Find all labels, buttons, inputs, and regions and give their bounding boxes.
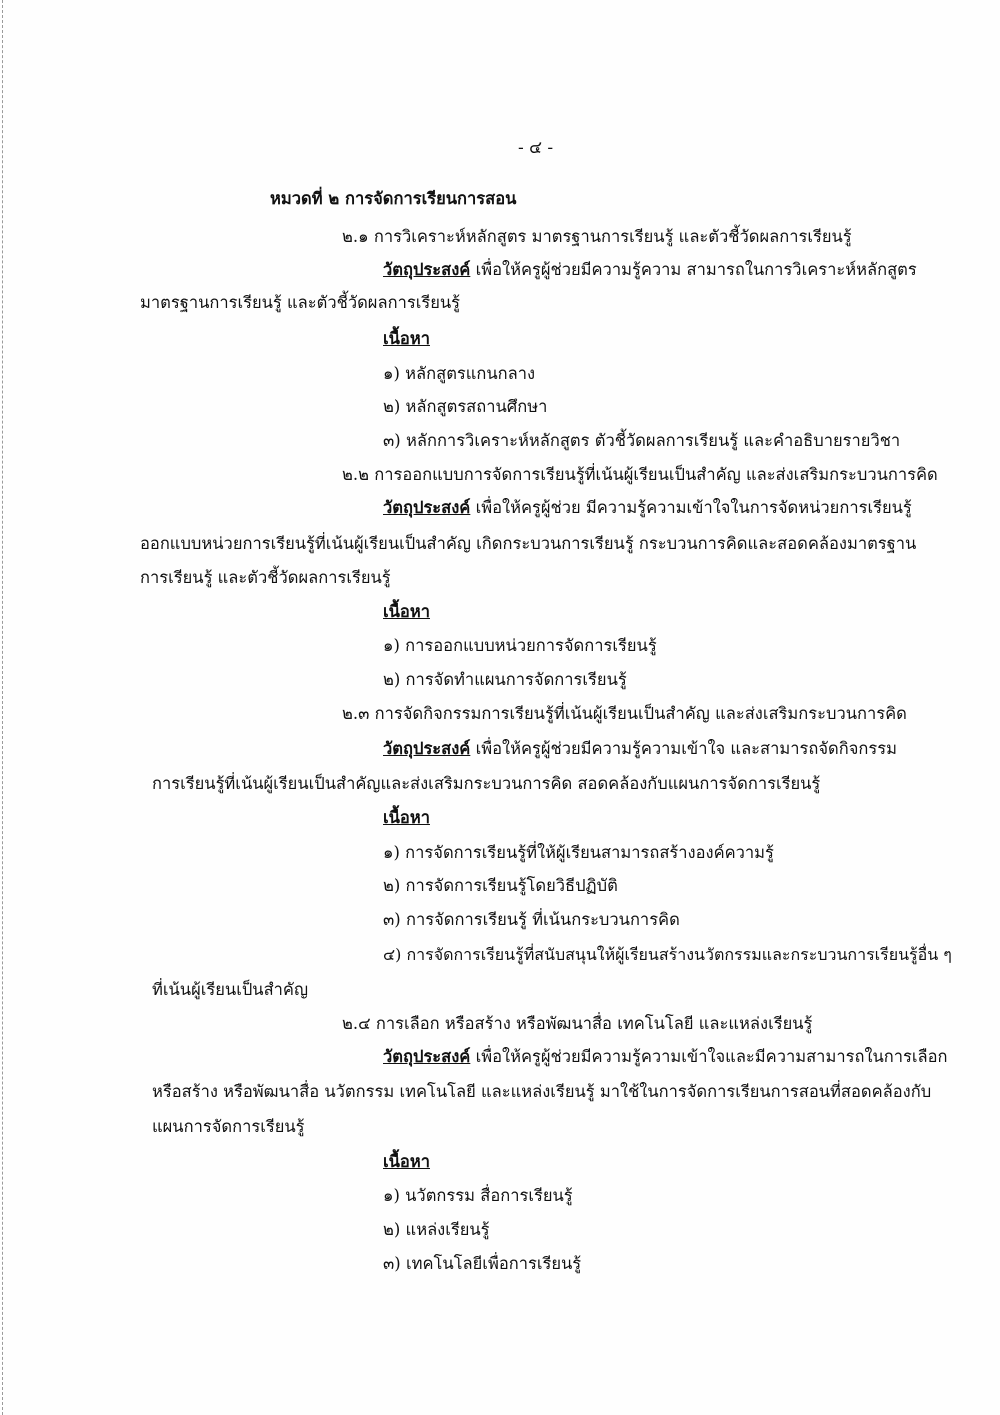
section-2-3-item-4-cont: ที่เน้นผู้เรียนเป็นสำคัญ [152,980,309,999]
section-2-2-objective [383,496,912,520]
section-2-4-item-1: ๑) นวัตกรรม สื่อการเรียนรู้ [383,1186,573,1205]
section-2-3-item-1: ๑) การจัดการเรียนรู้ที่ให้ผู้เรียนสามารถสร้างองค์ความรู้ [383,843,774,862]
section-2-4-heading: ๒.๔ การเลือก หรือสร้าง หรือพัฒนาสื่อ เทคโนโลยี และแหล่งเรียนรู้ [342,1014,813,1033]
scan-edge-line [2,0,4,1415]
section-2-1-objective [383,258,917,282]
section-2-1-content-label: เนื้อหา [383,329,430,348]
section-2-4-objective [383,1045,948,1069]
section-2-1-item-1: ๑) หลักสูตรแกนกลาง [383,364,536,383]
objective-label: วัตถุประสงค์ [383,1047,471,1066]
objective-label: วัตถุประสงค์ [383,739,471,758]
section-2-3-content-label: เนื้อหา [383,808,430,827]
objective-label: วัตถุประสงค์ [383,498,471,517]
section-2-2-objective-cont-2: การเรียนรู้ และตัวชี้วัดผลการเรียนรู้ [140,568,391,587]
objective-text: เพื่อให้ครูผู้ช่วย มีความรู้ความเข้าใจในการจัดหน่วยการเรียนรู้ [470,498,912,517]
section-2-2-item-2: ๒) การจัดทำแผนการจัดการเรียนรู้ [383,670,627,689]
section-2-4-objective-cont: หรือสร้าง หรือพัฒนาสื่อ นวัตกรรม เทคโนโลยี และแหล่งเรียนรู้ มาใช้ในการจัดการเรียนการสอนที่สอดคล้องกับ [152,1082,932,1101]
objective-text: เพื่อให้ครูผู้ช่วยมีความรู้ความเข้าใจและมีความสามารถในการเลือก [470,1047,948,1066]
section-2-4-item-3: ๓) เทคโนโลยีเพื่อการเรียนรู้ [383,1254,582,1273]
objective-text: เพื่อให้ครูผู้ช่วยมีความรู้ความ สามารถในการวิเคราะห์หลักสูตร [470,260,917,279]
objective-label: วัตถุประสงค์ [383,260,471,279]
section-2-2-item-1: ๑) การออกแบบหน่วยการจัดการเรียนรู้ [383,636,657,655]
section-2-1-item-3: ๓) หลักการวิเคราะห์หลักสูตร ตัวชี้วัดผลการเรียนรู้ และคำอธิบายรายวิชา [383,431,901,450]
section-2-3-item-4: ๔) การจัดการเรียนรู้ที่สนับสนุนให้ผู้เรียนสร้างนวัตกรรมและกระบวนการเรียนรู้อื่น ๆ [383,945,952,964]
section-2-2-content-label: เนื้อหา [383,602,430,621]
section-2-3-item-3: ๓) การจัดการเรียนรู้ ที่เน้นกระบวนการคิด [383,910,680,929]
section-2-2-heading: ๒.๒ การออกแบบการจัดการเรียนรู้ที่เน้นผู้เรียนเป็นสำคัญ และส่งเสริมกระบวนการคิด [342,465,938,484]
section-2-4-content-label: เนื้อหา [383,1152,430,1171]
page-number: - ๔ - [518,138,554,158]
chapter-title: หมวดที่ ๒ การจัดการเรียนการสอน [270,189,517,208]
section-2-1-item-2: ๒) หลักสูตรสถานศึกษา [383,397,548,416]
section-2-1-objective-cont: มาตรฐานการเรียนรู้ และตัวชี้วัดผลการเรียนรู้ [140,293,461,312]
objective-text: เพื่อให้ครูผู้ช่วยมีความรู้ความเข้าใจ และสามารถจัดกิจกรรม [470,739,897,758]
section-2-3-item-2: ๒) การจัดการเรียนรู้โดยวิธีปฏิบัติ [383,876,618,895]
section-2-1-heading: ๒.๑ การวิเคราะห์หลักสูตร มาตรฐานการเรียนรู้ และตัวชี้วัดผลการเรียนรู้ [342,227,852,246]
section-2-2-objective-cont: ออกแบบหน่วยการเรียนรู้ที่เน้นผู้เรียนเป็นสำคัญ เกิดกระบวนการเรียนรู้ กระบวนการคิดและสอดคล้องมาตรฐาน [140,534,917,553]
section-2-4-item-2: ๒) แหล่งเรียนรู้ [383,1220,490,1239]
section-2-3-objective-cont: การเรียนรู้ที่เน้นผู้เรียนเป็นสำคัญและส่งเสริมกระบวนการคิด สอดคล้องกับแผนการจัดการเรียนรู้ [152,774,821,793]
section-2-3-objective [383,737,897,761]
section-2-3-heading: ๒.๓ การจัดกิจกรรมการเรียนรู้ที่เน้นผู้เรียนเป็นสำคัญ และส่งเสริมกระบวนการคิด [342,704,907,723]
section-2-4-objective-cont-2: แผนการจัดการเรียนรู้ [152,1117,305,1136]
